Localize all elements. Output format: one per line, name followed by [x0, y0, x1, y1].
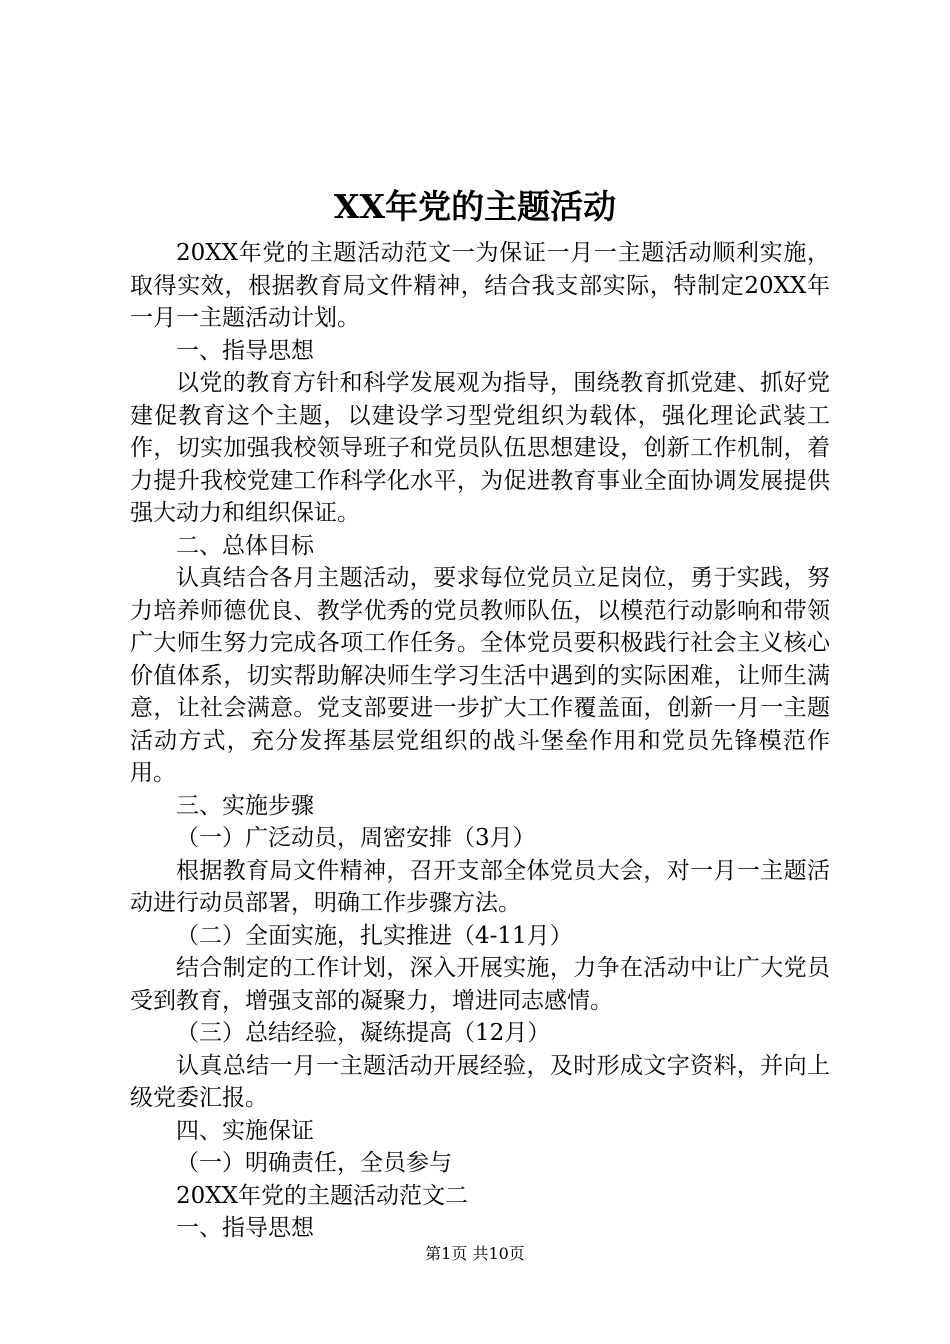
section-heading-overall-goal: 二、总体目标: [176, 532, 314, 559]
page-footer: 第1页 共10页: [425, 1244, 525, 1263]
subheading-step-1: （一）广泛动员，周密安排（3月）: [176, 825, 536, 851]
section-heading-implementation-steps: 三、实施步骤: [176, 792, 314, 819]
document-title: XX年党的主题活动: [333, 187, 617, 226]
section-heading-guiding-thought-2: 一、指导思想: [176, 1215, 314, 1241]
paragraph-step-2: 结合制定的工作计划，深入开展实施，力争在活动中让广大党员受到教育，增强支部的凝聚力，增进同志感情。: [130, 955, 830, 1014]
section-heading-implementation-guarantee: 四、实施保证: [176, 1117, 314, 1144]
paragraph-guiding-thought: 以党的教育方针和科学发展观为指导，围绕教育抓党建、抓好党建促教育这个主题，以建设学习型党组织为载体，强化理论武装工作，切实加强我校领导班子和党员队伍思想建设，创新工作机制，着力提升我校党建工作科学化水平，为促进教育事业全面协调发展提供强大动力和组织保证。: [130, 370, 830, 526]
paragraph-step-1: 根据教育局文件精神，召开支部全体党员大会，对一月一主题活动进行动员部署，明确工作步骤方法。: [130, 857, 830, 916]
subheading-step-2: （二）全面实施，扎实推进（4-11月）: [176, 922, 573, 949]
paragraph-intro: 20XX年党的主题活动范文一为保证一月一主题活动顺利实施，取得实效，根据教育局文件精神，结合我支部实际，特制定20XX年一月一主题活动计划。: [130, 240, 830, 331]
subheading-guarantee-1: （一）明确责任，全员参与: [176, 1150, 452, 1176]
heading-sample-two: 20XX年党的主题活动范文二: [176, 1182, 469, 1209]
section-heading-guiding-thought: 一、指导思想: [176, 337, 314, 364]
paragraph-overall-goal: 认真结合各月主题活动，要求每位党员立足岗位，勇于实践，努力培养师德优良、教学优秀的党员教师队伍，以模范行动影响和带领广大师生努力完成各项工作任务。全体党员要积极践行社会主义核心价值体系，切实帮助解决师生学习生活中遇到的实际困难，让师生满意，让社会满意。党支部要进一步扩大工作覆盖面，创新一月一主题活动方式，充分发挥基层党组织的战斗堡垒作用和党员先锋模范作用。: [130, 565, 830, 786]
document-body: [130, 237, 830, 1245]
subheading-step-3: （三）总结经验，凝练提高（12月）: [176, 1020, 551, 1046]
paragraph-step-3: 认真总结一月一主题活动开展经验，及时形成文字资料，并向上级党委汇报。: [130, 1052, 830, 1111]
